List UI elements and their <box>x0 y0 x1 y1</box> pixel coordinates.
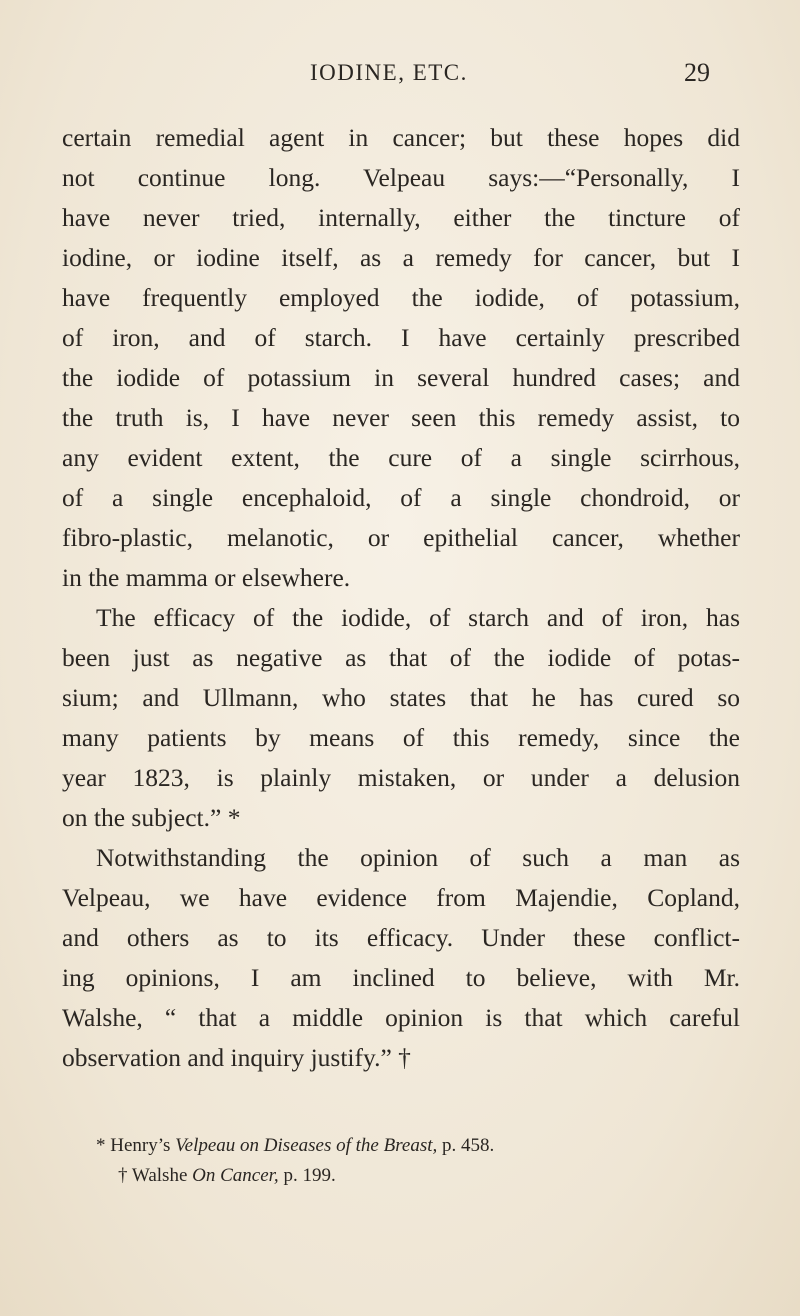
footnote-ref: p. 199. <box>283 1165 336 1186</box>
text-line: the truth is, I have never seen this remedy assist, to <box>62 403 740 432</box>
text-line: year 1823, is plainly mistaken, or under a delusion <box>62 763 740 792</box>
text-line: Velpeau, we have evidence from Majendie, Copland, <box>62 883 740 912</box>
body-text <box>62 118 740 1078</box>
running-title: IODINE, ETC. <box>310 60 468 85</box>
text-line: the iodide of potassium in several hundred cases; and <box>62 363 740 392</box>
text-line: and others as to its efficacy. Under these conflict- <box>62 923 740 952</box>
footnote-author: Walshe <box>131 1165 188 1186</box>
footnote-marker: † <box>118 1165 128 1186</box>
text-line: have frequently employed the iodide, of potassium, <box>62 283 740 312</box>
footnote-ref: p. 458. <box>442 1135 495 1156</box>
footnote-title: Velpeau on Diseases of the Breast, <box>175 1135 438 1156</box>
footnotes <box>62 1131 740 1191</box>
text-line: on the subject.” * <box>62 803 241 832</box>
text-line: of a single encephaloid, of a single chondroid, or <box>62 483 740 512</box>
text-line: ing opinions, I am inclined to believe, with Mr. <box>62 963 740 992</box>
footnote-marker: * <box>96 1135 106 1156</box>
text-line: many patients by means of this remedy, since the <box>62 723 740 752</box>
footnote-title: On Cancer, <box>192 1165 279 1186</box>
text-line: in the mamma or elsewhere. <box>62 563 351 592</box>
text-line: been just as negative as that of the iodide of potas- <box>62 643 740 672</box>
footnote <box>62 1161 740 1191</box>
page-number: 29 <box>684 58 710 87</box>
text-line: certain remedial agent in cancer; but these hopes did <box>62 123 740 152</box>
text-line: Notwithstanding the opinion of such a man as <box>96 843 740 872</box>
footnote <box>62 1131 740 1161</box>
footnote-author: Henry’s <box>110 1135 171 1156</box>
text-line: sium; and Ullmann, who states that he has cured so <box>62 683 740 712</box>
running-header <box>0 56 800 96</box>
text-line: of iron, and of starch. I have certainly prescribed <box>62 323 740 352</box>
text-line: fibro-plastic, melanotic, or epithelial cancer, whether <box>62 523 740 552</box>
text-line: have never tried, internally, either the tincture of <box>62 203 740 232</box>
text-line: iodine, or iodine itself, as a remedy for cancer, but I <box>62 243 740 272</box>
text-line: The efficacy of the iodide, of starch and of iron, has <box>96 603 740 632</box>
text-line: observation and inquiry justify.” † <box>62 1043 411 1072</box>
text-line: Walshe, “ that a middle opinion is that which careful <box>62 1003 740 1032</box>
text-line: not continue long. Velpeau says:—“Personally, I <box>62 163 740 192</box>
text-line: any evident extent, the cure of a single scirrhous, <box>62 443 740 472</box>
